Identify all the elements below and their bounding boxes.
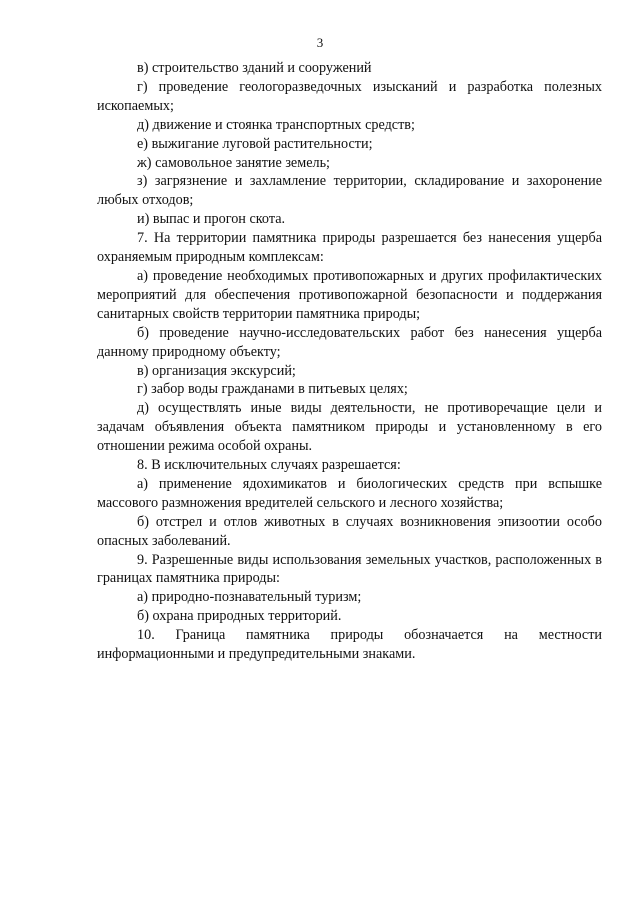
paragraph-restriction-v: в) строительство зданий и сооружений — [137, 60, 372, 76]
paragraph-allowed-a: а) проведение необходимых противопожарных и других профилактических мероприятий для обеспечения противопожарной безопасности и поддержания санитарных свойств территории памятника природы; — [97, 267, 602, 322]
paragraph-land-use-b: б) охрана природных территорий. — [137, 608, 342, 625]
paragraph-exceptional-a: а) применение ядохимикатов и биологических средств при вспышке массового размножения вредителей сельского и лесного хозяйства; — [97, 475, 602, 511]
paragraph-allowed-v: в) организация экскурсий; — [137, 362, 296, 379]
paragraph-exceptional-b: б) отстрел и отлов животных в случаях возникновения эпизоотии особо опасных заболеваний. — [97, 513, 602, 549]
paragraph-allowed-b: б) проведение научно-исследовательских работ без нанесения ущерба данному природному объекту; — [97, 324, 602, 360]
paragraph-restriction-zh: ж) самовольное занятие земель; — [137, 154, 330, 171]
paragraph-restriction-z: з) загрязнение и захламление территории, складирование и захоронение любых отходов; — [97, 173, 602, 209]
paragraph-restriction-i: и) выпас и прогон скота. — [137, 211, 286, 228]
paragraph-section-10: 10. Граница памятника природы обозначается на местности информационными и предупредительными знаками. — [97, 627, 602, 663]
page-number: 3 — [316, 35, 324, 50]
paragraph-section-8: 8. В исключительных случаях разрешается: — [137, 457, 401, 474]
paragraph-land-use-a: а) природно-познавательный туризм; — [137, 589, 362, 606]
paragraph-restriction-d: д) движение и стоянка транспортных средств; — [137, 116, 415, 133]
paragraph-allowed-g: г) забор воды гражданами в питьевых целях; — [137, 381, 408, 398]
paragraph-restriction-g: г) проведение геологоразведочных изысканий и разработка полезных ископаемых; — [97, 78, 602, 114]
paragraph-section-7: 7. На территории памятника природы разрешается без нанесения ущерба охраняемым природным комплексам: — [97, 230, 602, 266]
paragraph-section-9: 9. Разрешенные виды использования земельных участков, расположенных в границах памятника природы: — [97, 551, 602, 587]
document-body — [97, 59, 602, 664]
paragraph-restriction-e: е) выжигание луговой растительности; — [137, 135, 373, 152]
paragraph-allowed-d: д) осуществлять иные виды деятельности, не противоречащие цели и задачам объявления объекта памятником природы и установленному в его отношении режима особой охраны. — [97, 400, 602, 455]
